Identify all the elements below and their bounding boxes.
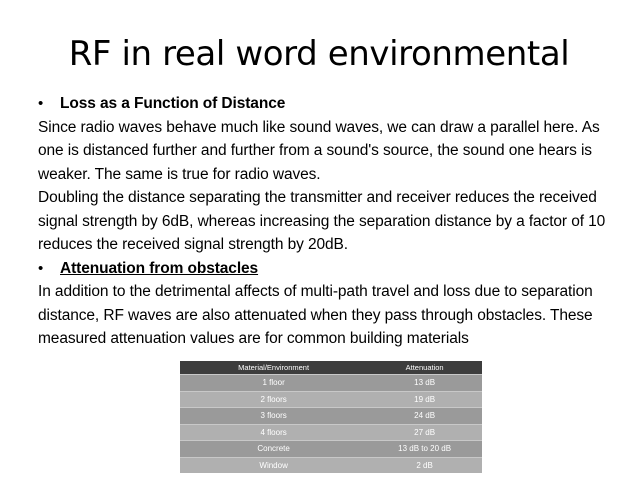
table-header-row [180, 361, 482, 375]
attenuation-table-image [180, 361, 482, 473]
bullet-dot: • [38, 259, 44, 277]
paragraph-doubling-distance: Doubling the distance separating the transmitter and receiver reduces the received signal strength by 6dB, whereas increasing the separation distance by a factor of 10 reduces the received signal strength by 20dB. [38, 189, 606, 253]
bullet-distance [38, 92, 608, 116]
table-row [180, 375, 482, 392]
table-cell-attenuation: 2 dB [367, 457, 482, 473]
table-row [180, 424, 482, 441]
table-cell-material: 1 floor [180, 375, 367, 392]
table-cell-material: Concrete [180, 441, 367, 458]
bullet-heading-obstacles: Attenuation from obstacles [60, 259, 259, 277]
table-cell-attenuation: 19 dB [367, 391, 482, 408]
table-cell-material: 2 floors [180, 391, 367, 408]
table-cell-material: 3 floors [180, 408, 367, 425]
attenuation-table [180, 361, 482, 473]
table-cell-attenuation: 13 dB [367, 375, 482, 392]
slide-body [38, 92, 608, 351]
bullet-obstacles [38, 257, 608, 281]
bullet-heading-distance: Loss as a Function of Distance [60, 95, 286, 112]
table-row [180, 408, 482, 425]
table-row [180, 457, 482, 473]
slide-title: RF in real word environmental [68, 34, 570, 74]
table-cell-attenuation: 27 dB [367, 424, 482, 441]
table-cell-attenuation: 24 dB [367, 408, 482, 425]
column-header-attenuation: Attenuation [367, 361, 482, 375]
table-cell-material: Window [180, 457, 367, 473]
paragraph-sound-parallel: Since radio waves behave much like sound waves, we can draw a parallel here. As one is distanced further and further from a sound's source, the sound one hears is weaker. The same is true for radio waves. [38, 118, 600, 183]
table-row [180, 391, 482, 408]
table-cell-attenuation: 13 dB to 20 dB [367, 441, 482, 458]
column-header-material: Material/Environment [180, 361, 367, 375]
table-cell-material: 4 floors [180, 424, 367, 441]
paragraph-obstacles: In addition to the detrimental affects of multi-path travel and loss due to separation distance, RF waves are also attenuated when they pass through obstacles. These measured attenuation values are for common building materials [38, 283, 593, 347]
bullet-dot: • [38, 95, 44, 112]
table-row [180, 441, 482, 458]
